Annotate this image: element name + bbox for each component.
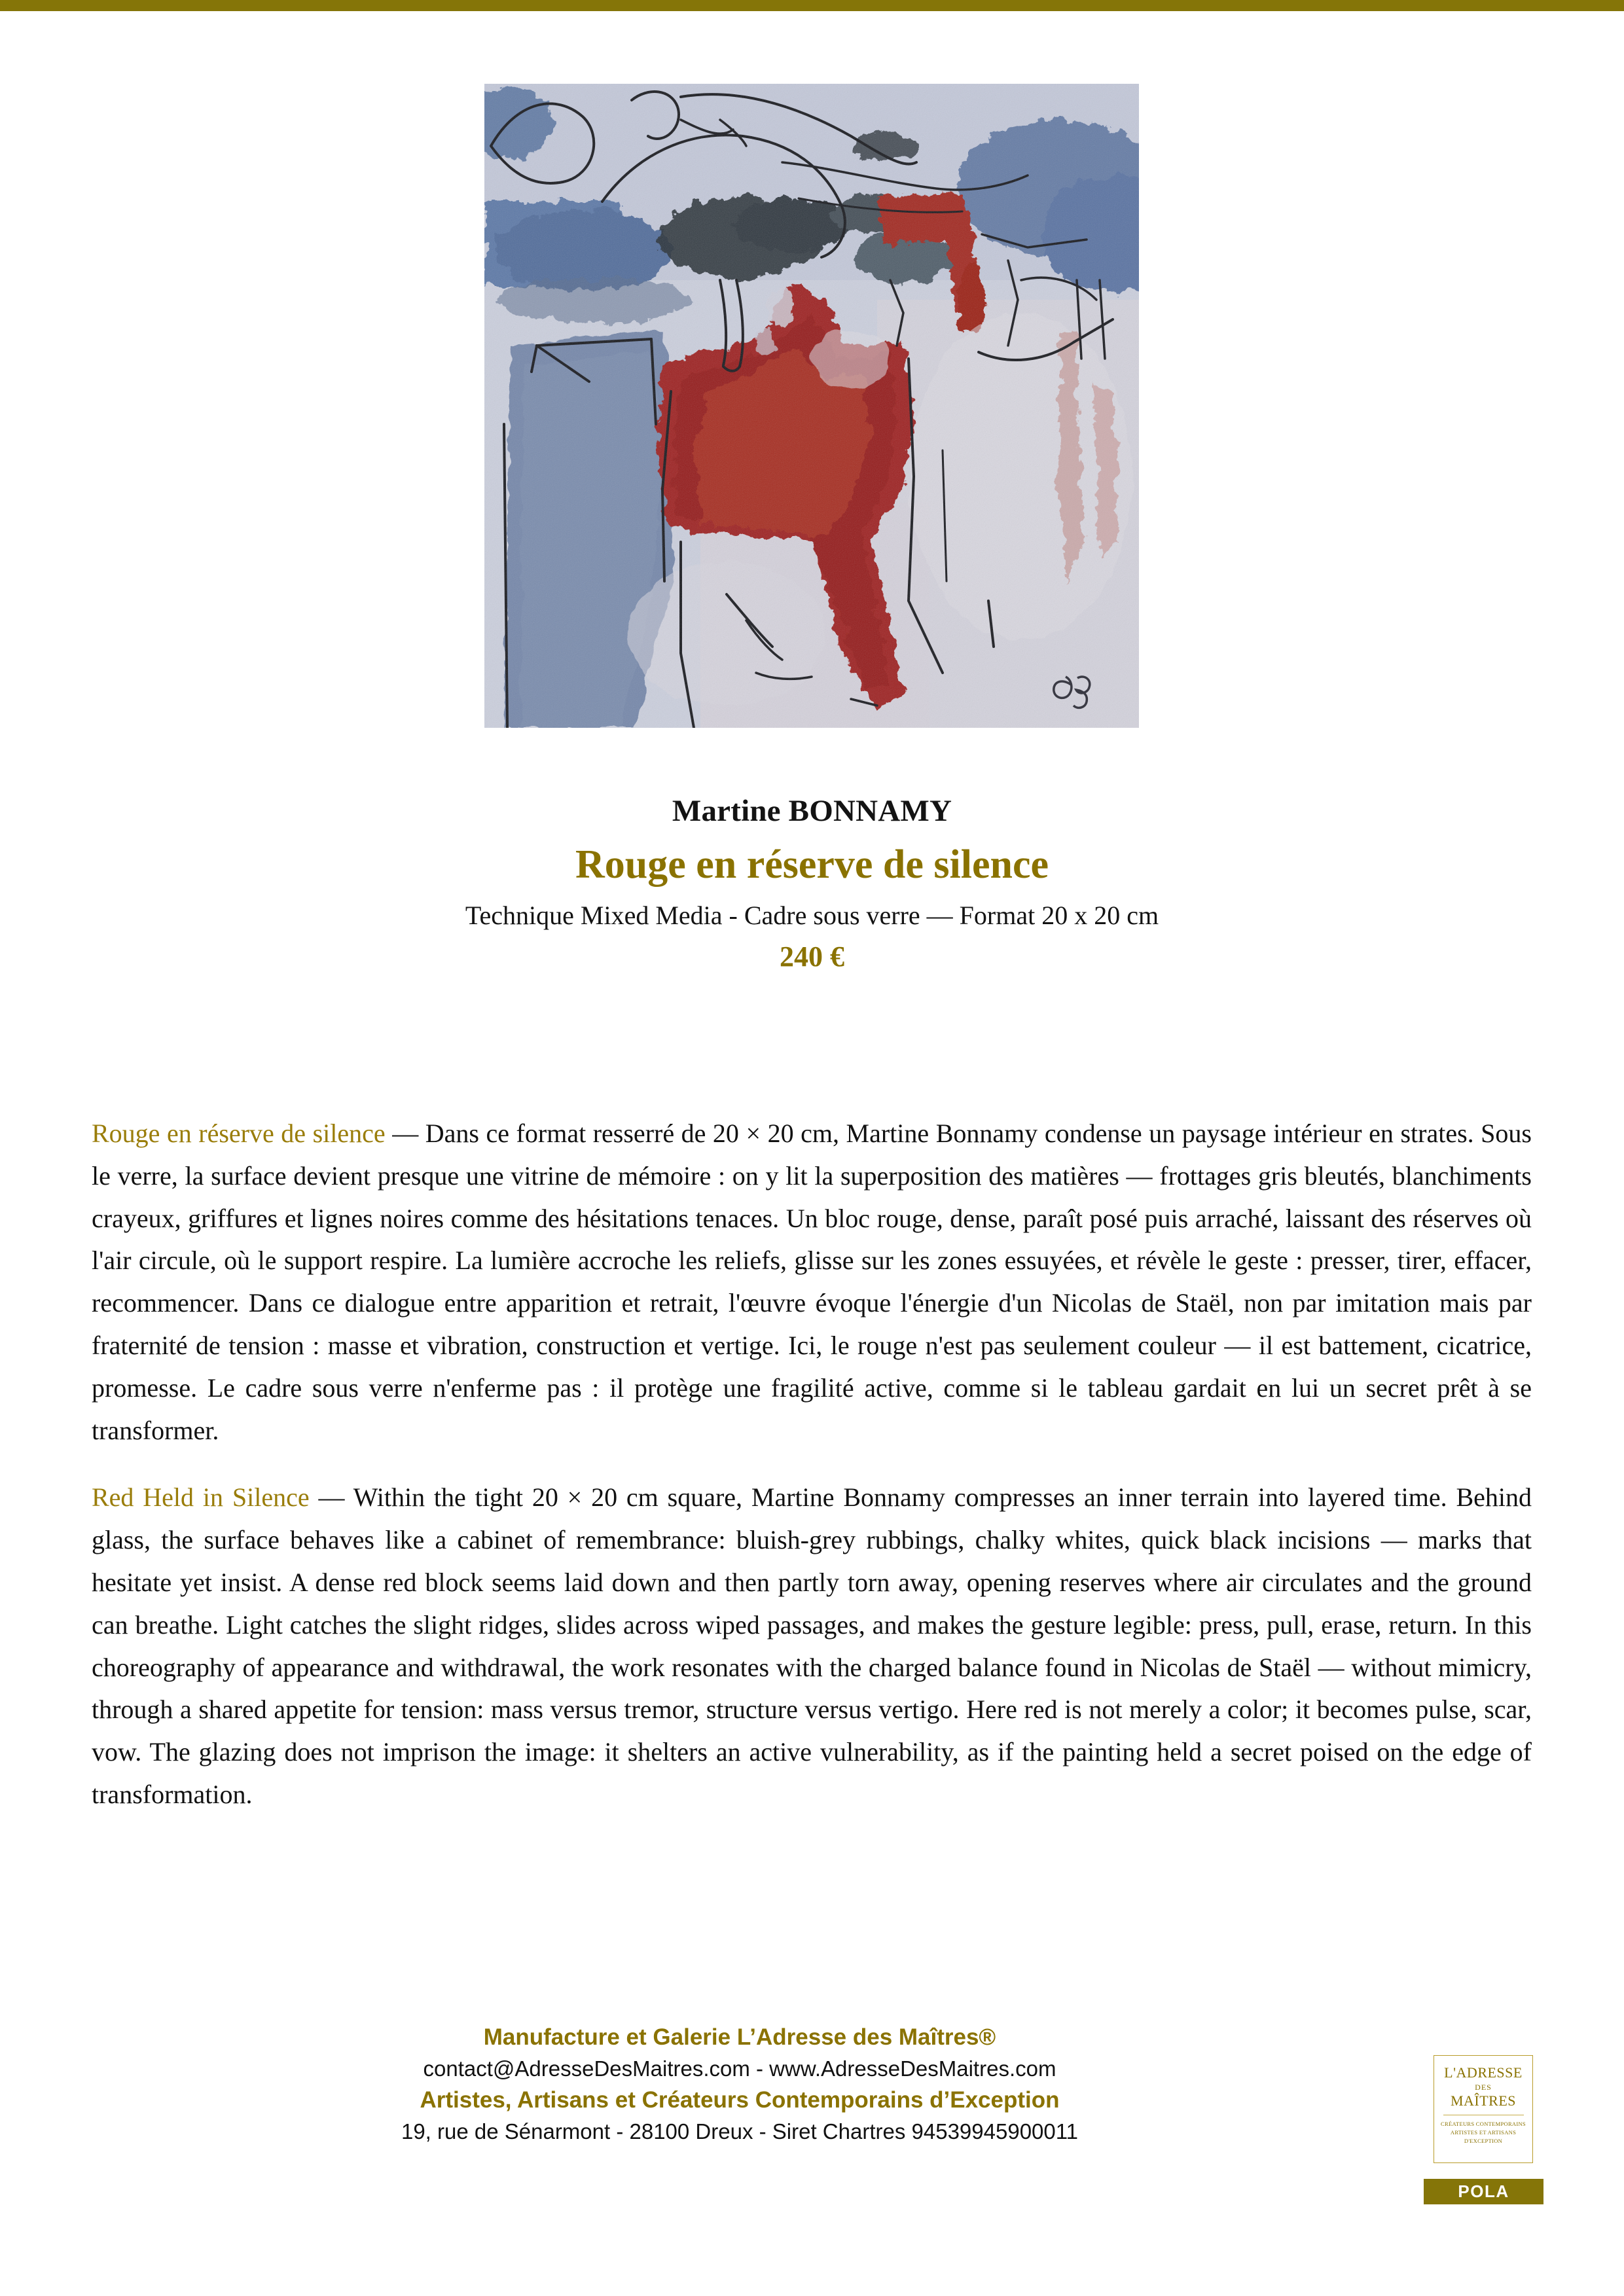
footer-contact-line[interactable]: contact@AdresseDesMaitres.com - www.AdresseDesMaitres.com [423, 2056, 1056, 2081]
footer-tagline: Artistes, Artisans et Créateurs Contemporains d’Exception [420, 2087, 1060, 2113]
logo-subtitle-1: CRÉATEURS CONTEMPORAINS [1441, 2120, 1526, 2127]
paragraph-french-lead-in: Rouge en réserve de silence [92, 1119, 386, 1148]
artwork-illustration [484, 84, 1139, 728]
top-gold-bar [0, 0, 1624, 11]
paragraph-french [92, 1113, 1532, 1452]
artist-name: Martine BONNAMY [672, 794, 952, 828]
artwork-title: Rouge en réserve de silence [575, 842, 1049, 887]
logo-subtitle-2: ARTISTES ET ARTISANS [1450, 2128, 1517, 2136]
logo-subtitle-3: D'EXCEPTION [1464, 2138, 1503, 2145]
adresse-des-maitres-logo [1434, 2055, 1533, 2163]
paragraph-english-lead-in: Red Held in Silence [92, 1482, 310, 1513]
footer-contact-block [288, 2022, 1191, 2145]
artwork-technique-format: Technique Mixed Media - Cadre sous verre — Format 20 x 20 cm [465, 901, 1159, 931]
paragraph-french-text: — Dans ce format resserré de 20 × 20 cm, Martine Bonnamy condense un paysage intérieur en strates. Sous le verre, la surface devient presque une vitrine de mémoire : on y lit la superposition des matières — frottages gris bleutés, blanchiments crayeux, griffures et lignes noires comme des hésitations tenaces. Un bloc rouge, dense, paraît posé puis arraché, laissant des réserves où l'air circule, où le support respire. La lumière accroche les reliefs, glisse sur les zones essuyées, et révèle le geste : presser, tirer, effacer, recommencer. Dans ce dialogue entre apparition et retrait, l'œuvre évoque l'énergie d'un Nicolas de Staël, non par imitation mais par fraternité de tension : masse et vibration, construction et vertige. Ici, le rouge n'est pas seulement couleur — il est battement, cicatrice, promesse. Le cadre sous verre n'enferme pas : il protège une fragilité active, comme si le tableau gardait en lui un secret prêt à se transformer. [92, 1119, 1532, 1445]
logo-line-maitres: MAÎTRES [1450, 2092, 1517, 2109]
logo-line-des: DES [1475, 2083, 1492, 2092]
title-block [0, 792, 1624, 976]
paragraph-english [92, 1477, 1532, 1816]
description-body [92, 1113, 1532, 1841]
footer-company-name: Manufacture et Galerie L’Adresse des Maîtres® [483, 2024, 996, 2050]
logo-line-adresse: L'ADRESSE [1444, 2064, 1523, 2081]
artwork-price: 240 € [780, 941, 844, 973]
footer-address-line: 19, rue de Sénarmont - 28100 Dreux - Siret Chartres 94539945900011 [401, 2119, 1079, 2144]
artwork-image [484, 84, 1139, 728]
pola-badge: POLA [1424, 2179, 1543, 2204]
paragraph-english-text: — Within the tight 20 × 20 cm square, Martine Bonnamy compresses an inner terrain into layered time. Behind glass, the surface behaves like a cabinet of remembrance: bluish-grey rubbings, chalky whites, quick black incisions — marks that hesitate yet insist. A dense red block seems laid down and then partly torn away, opening reserves where air circulates and the ground can breathe. Light catches the slight ridges, slides across wiped passages, and makes the gesture legible: press, pull, erase, return. In this choreography of appearance and withdrawal, the work resonates with the charged balance found in Nicolas de Staël — without mimicry, through a shared appetite for tension: mass versus tremor, structure versus vertigo. Here red is not merely a color; it becomes pulse, scar, vow. The glazing does not imprison the image: it shelters an active vulnerability, as if the painting held a secret poised on the edge of transformation. [92, 1482, 1532, 1809]
